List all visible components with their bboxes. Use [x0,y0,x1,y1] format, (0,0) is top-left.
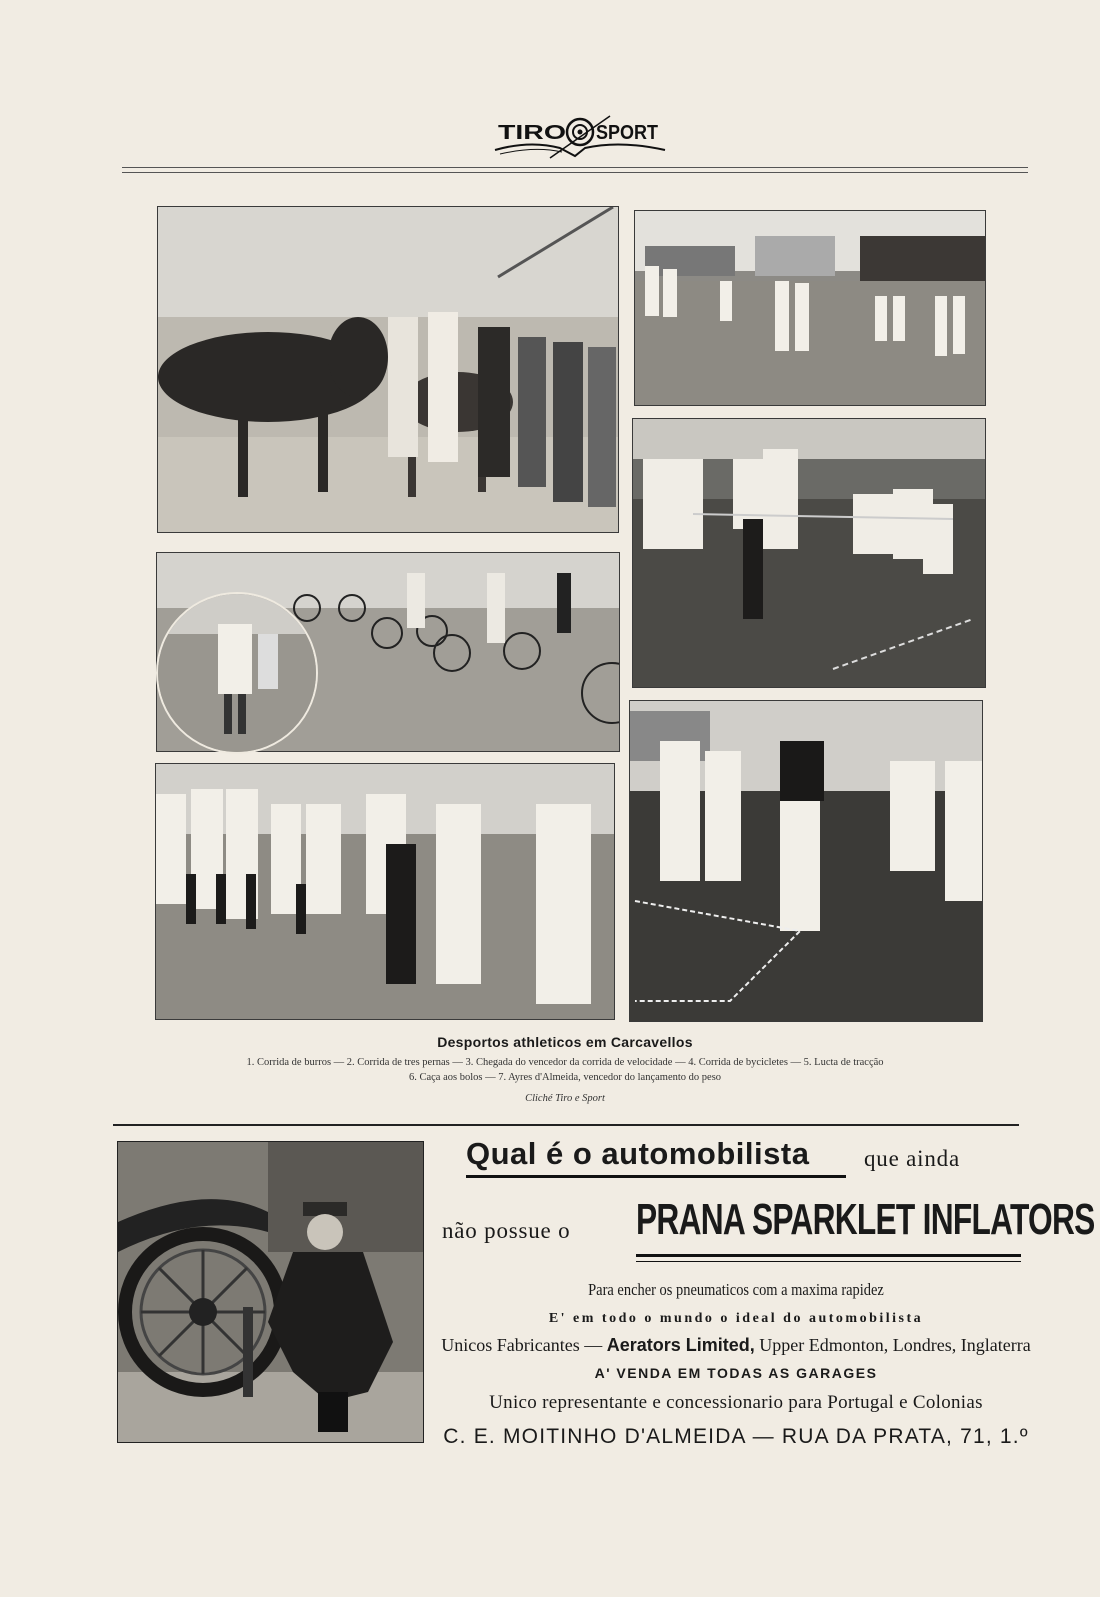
photo-three-legged-race [634,210,986,406]
photo-credit: Cliché Tiro e Sport [525,1093,605,1104]
ad-manufacturer-location: Upper Edmonton, Londres, Inglaterra [759,1335,1031,1355]
ad-photo-mechanic-tyre [117,1141,424,1443]
section-divider [113,1124,1019,1126]
header-rule [122,167,1028,173]
ad-manufacturer-company: Aerators Limited, [606,1335,755,1355]
ad-brand-rule-thick [636,1254,1021,1257]
masthead-logo [490,112,670,162]
photo-bowls-hunt [155,763,615,1020]
ad-manufacturers-prefix: Unicos Fabricantes — [441,1335,603,1355]
ad-brand-name: PRANA SPARKLET INFLATORS [636,1195,1095,1244]
ad-representative: Unico representante e concessionario para Portugal e Colonias [489,1392,983,1413]
ad-sale-notice: A' VENDA EM TODAS AS GARAGES [594,1365,878,1381]
photo-caption-line-1: 1. Corrida de burros — 2. Corrida de tres pernas — 3. Chegada do vencedor da corrida de velocidade — 4. Corrida de bycicletes — 5. Lucta de tracção [246,1057,884,1068]
photo-donkey-race [157,206,619,533]
ad-question [466,1136,809,1172]
ad-brand-rule-thin [636,1261,1021,1262]
photo-caption-title: Desportos athleticos em Carcavellos [437,1034,693,1050]
ad-question-underline [466,1175,846,1178]
photo-caption-line-2: 6. Caça aos bolos — 7. Ayres d'Almeida, vencedor do lançamento do peso [408,1072,722,1083]
photo-speed-race-winner-inset [156,592,318,754]
ad-manufacturers [440,1335,1032,1356]
ad-question-text: Qual é o automobilista [466,1136,810,1171]
svg-text:SPORT: SPORT [596,122,658,144]
ad-nao-possue: não possue o [442,1218,571,1243]
photo-speed-race-finish [632,418,986,688]
ad-ideal-line: E' em todo o mundo o ideal do automobilista [548,1311,924,1326]
ad-question-tail: que ainda [864,1146,960,1171]
ad-tagline: Para encher os pneumaticos com a maxima rapidez [588,1280,884,1299]
photo-weight-throw-winner [629,700,983,1022]
masthead-logo-text: TIRO [498,122,566,144]
ad-address: C. E. MOITINHO D'ALMEIDA — RUA DA PRATA, 71, 1.º [443,1425,1029,1448]
